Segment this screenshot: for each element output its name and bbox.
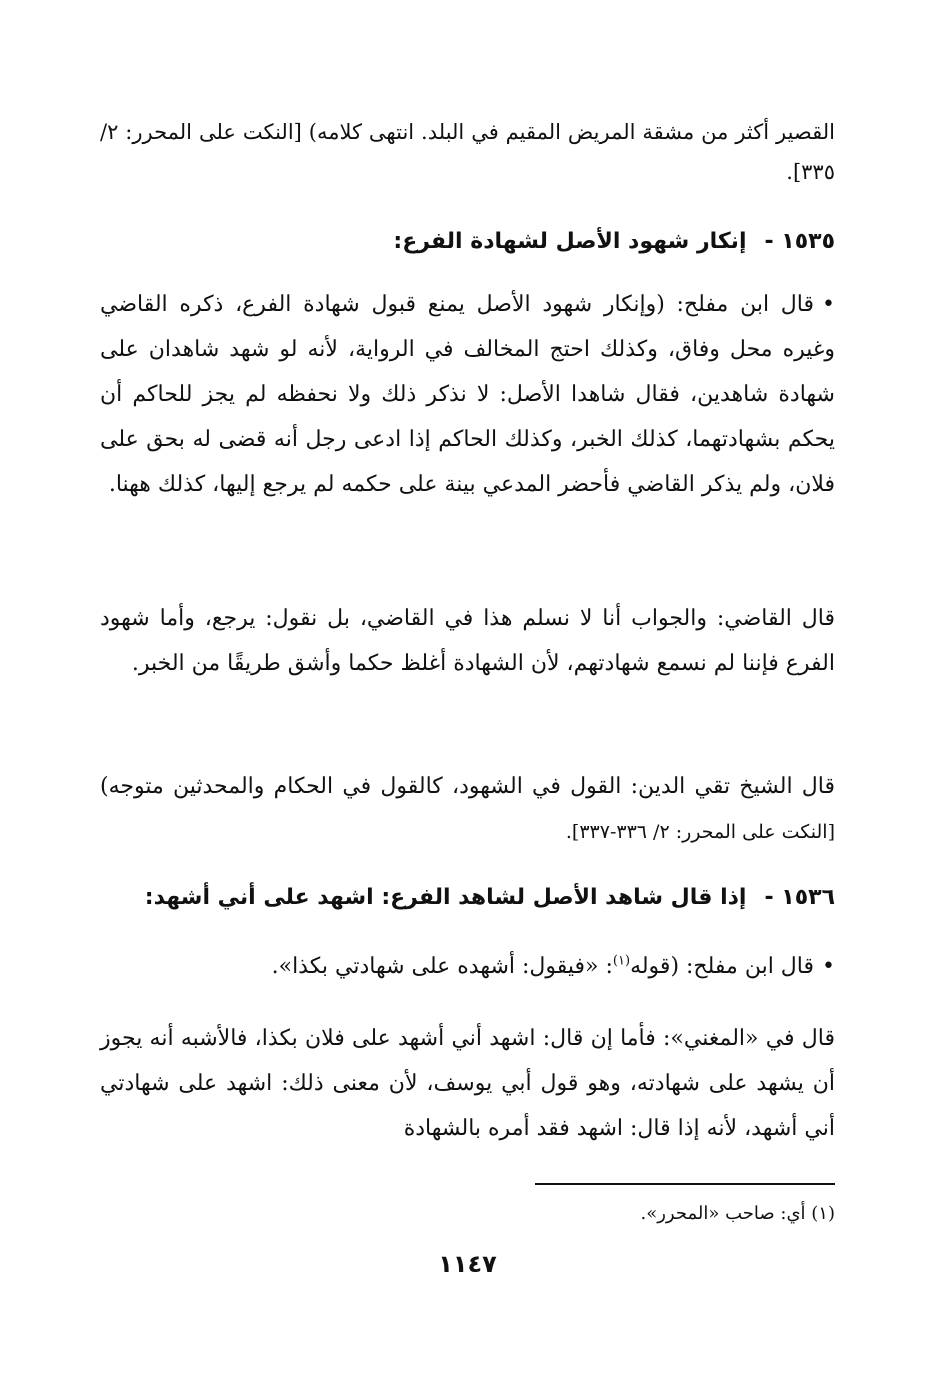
document-page: [100, 0, 835, 1390]
section-title: إنكار شهود الأصل لشهادة الفرع:: [393, 229, 747, 254]
paragraph-ibn-muflih-1535: •قال ابن مفلح: (وإنكار شهود الأصل يمنع قبول شهادة الفرع، ذكره القاضي وغيره محل وفاق، وكذلك احتج المخالف في الرواية، لأنه لو شهد شاهدان على شهادة شاهدين، فقال شاهدا الأصل: لا نذكر ذلك ولا نحفظه لم يجز للحاكم أن يحكم بشهادتهما، كذلك الخبر، وكذلك الحاكم إذا ادعى رجل أنه قضى له بحق على فلان، ولم يذكر القاضي فأحضر المدعي بينة على حكمه لم يرجع إليها، كذلك ههنا.: [100, 292, 835, 497]
footnote: (١) أي: صاحب «المحرر».: [640, 1203, 835, 1224]
bullet-icon: •: [822, 292, 835, 317]
footnote-marker[interactable]: (١): [612, 953, 631, 969]
continuation-paragraph: القصير أكثر من مشقة المريض المقيم في البلد. انتهى كلامه) [النكت على المحرر: ٢/ ٣٣٥].: [100, 120, 835, 184]
paragraph-taqi-al-din: قال الشيخ تقي الدين: القول في الشهود، كالقول في الحكام والمحدثين متوجه) [النكت على المحرر: ٢/ ٣٣٦-٣٣٧].: [100, 774, 835, 843]
section-heading-1535: [100, 224, 835, 260]
footnote-divider: [535, 1183, 835, 1185]
section-title: إذا قال شاهد الأصل لشاهد الفرع: اشهد على أني أشهد:: [144, 885, 747, 910]
paragraph-al-mughni: قال في «المغني»: فأما إن قال: اشهد أني أشهد على فلان بكذا، فالأشبه أنه يجوز أن يشهد على شهادته، وهو قول أبي يوسف، لأن معنى ذلك: اشهد على شهادتي أني أشهد، لأنه إذا قال: اشهد فقد أمره بالشهادة: [100, 1026, 835, 1141]
section-number: ١٥٣٦ -: [764, 885, 835, 910]
page-number: ١١٤٧: [438, 1250, 497, 1278]
paragraph-qadi-reply: قال القاضي: والجواب أنا لا نسلم هذا في القاضي، بل نقول: يرجع، وأما شهود الفرع فإننا لم نسمع شهادتهم، لأن الشهادة أغلظ حكما وأشق طريقًا من الخبر.: [100, 606, 835, 676]
section-heading-1536: [100, 880, 835, 916]
section-number: ١٥٣٥ -: [764, 229, 835, 254]
paragraph-ibn-muflih-1536: •قال ابن مفلح: (قوله$^{(١)}$: «فيقول: أشهده على شهادتي بكذا».: [271, 953, 835, 979]
citation-reference: [النكت على المحرر: ٢/ ٣٣٦-٣٣٧].: [565, 821, 835, 843]
bullet-icon: •: [822, 954, 835, 979]
